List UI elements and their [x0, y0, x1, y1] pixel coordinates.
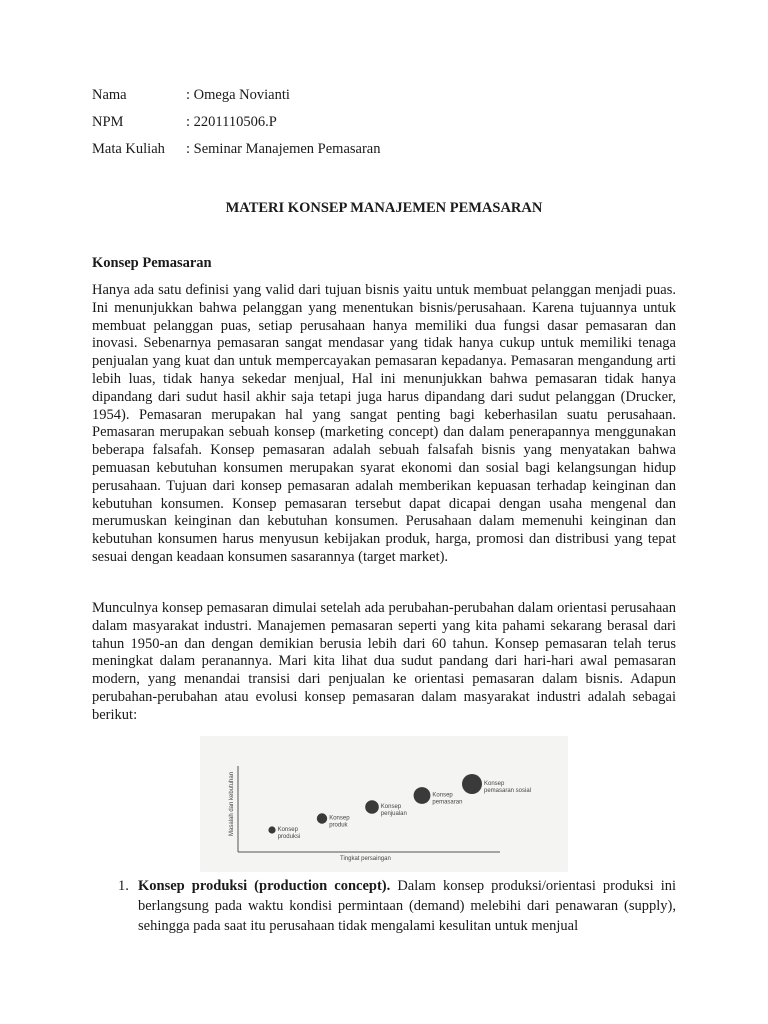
- figure-ylabel: Masalah dan kebutuhan: [229, 771, 235, 836]
- figure-point-label: Konsep: [277, 827, 298, 833]
- document-title: MATERI KONSEP MANAJEMEN PEMASARAN: [225, 200, 543, 216]
- figure-point: [365, 800, 379, 814]
- list-number: 1.: [118, 878, 129, 894]
- identity-value: : 2201110506.P: [186, 114, 277, 130]
- identity-label: Nama: [92, 87, 127, 103]
- section-heading: Konsep Pemasaran: [92, 255, 212, 271]
- identity-value: : Omega Novianti: [186, 87, 290, 103]
- marketing-evolution-figure: [200, 736, 568, 872]
- concept-list: [118, 876, 676, 936]
- figure-point-sublabel: penjualan: [380, 811, 407, 817]
- identity-table: [92, 86, 380, 167]
- identity-value: : Seminar Manajemen Pemasaran: [186, 141, 381, 157]
- figure-point-label: Konsep: [329, 815, 350, 822]
- figure-point-sublabel: pemasaran sosial: [484, 788, 532, 794]
- figure-point-sublabel: pemasaran: [432, 799, 463, 806]
- paragraph-1: Hanya ada satu definisi yang valid dari tujuan bisnis yaitu untuk membuat pelanggan menjadi puas. Ini menunjukkan bahwa pelanggan yang menentukan bisnis/perusahaan. Karena tujuannya untuk membuat pelanggan puas, setiap perusahaan hanya memiliki dua fungsi dasar pemasaran dan inovasi. Sebenarnya pemasaran sangat mendasar yang tidak hanya cukup untuk memiliki tenaga penjualan yang kuat dan untuk mempercayakan pemasaran kepadanya. Pemasaran mengandung arti lebih luas, tidak hanya sekedar menjual, Hal ini menunjukkan bahwa pemasaran tidak hanya dipandang dari sudut hasil akhir saja tetapi juga harus dipandang dari sudut pelanggan (Drucker, 1954). Pemasaran merupakan hal yang sangat penting bagi keberhasilan suatu perusahaan. Pemasaran merupakan sebuah konsep (marketing concept) dan dalam penerapannya menggunakan beberapa falsafah. Konsep pemasaran adalah sebuah falsafah bisnis yang menyatakan bahwa pemuasan kebutuhan konsumen merupakan syarat ekonomi dan sosial bagi kelangsungan hidup perusahaan. Tujuan dari konsep pemasaran adalah memberikan kepuasan terhadap keinginan dan kebutuhan konsumen. Konsep pemasaran tersebut dapat dicapai dengan usaha mengenal dan merumuskan keinginan dan kebutuhan konsumen. Perusahaan dalam memenuhi keinginan dan kebutuhan konsumen harus menyusun kebijakan produk, harga, promosi dan distribusi yang tepat sesuai dengan keadaan konsumen sasarannya (target market).: [92, 282, 676, 565]
- list-item-text: Dalam konsep produksi/orientasi produksi ini berlangsung pada waktu kondisi permintaan (demand) melebihi dari penawaran (supply), sehingga pada saat itu perusahaan tidak mengalami kesulitan untuk menjual: [138, 878, 677, 934]
- paragraph-2: Munculnya konsep pemasaran dimulai setelah ada perubahan-perubahan dalam orientasi perusahaan dalam masyarakat industri. Manajemen pemasaran seperti yang kita pahami sekarang berasal dari tahun 1950-an dan dengan demikian berusia lebih dari 60 tahun. Konsep pemasaran telah terus meningkat dalam peranannya. Mari kita lihat dua sudut pandang dari hari-hari awal pemasaran modern, yang menandai transisi dari penjualan ke orientasi pemasaran dalam bisnis. Adapun perubahan-perubahan atau evolusi konsep pemasaran dalam masyarakat industri adalah sebagai berikut:: [92, 600, 676, 723]
- figure-point-sublabel: produk: [329, 822, 348, 829]
- identity-label: NPM: [92, 114, 124, 130]
- figure-point: [268, 826, 275, 833]
- figure-point-sublabel: produksi: [277, 834, 301, 840]
- identity-row-npm: [92, 113, 380, 140]
- list-item-heading: Konsep produksi (production concept).: [138, 878, 391, 894]
- identity-row-course: [92, 140, 380, 167]
- figure-points: [268, 774, 531, 840]
- figure-svg: [200, 736, 568, 872]
- list-item: [118, 876, 676, 936]
- figure-point: [462, 774, 482, 794]
- figure-point-label: Konsep: [484, 781, 505, 787]
- figure-point: [317, 813, 327, 823]
- figure-point-label: Konsep: [380, 804, 402, 810]
- identity-row-name: [92, 86, 380, 113]
- figure-point-label: Konsep: [432, 792, 453, 799]
- figure-point: [414, 787, 431, 804]
- figure-xlabel: Tingkat persaingan: [340, 856, 391, 862]
- identity-label: Mata Kuliah: [92, 141, 165, 157]
